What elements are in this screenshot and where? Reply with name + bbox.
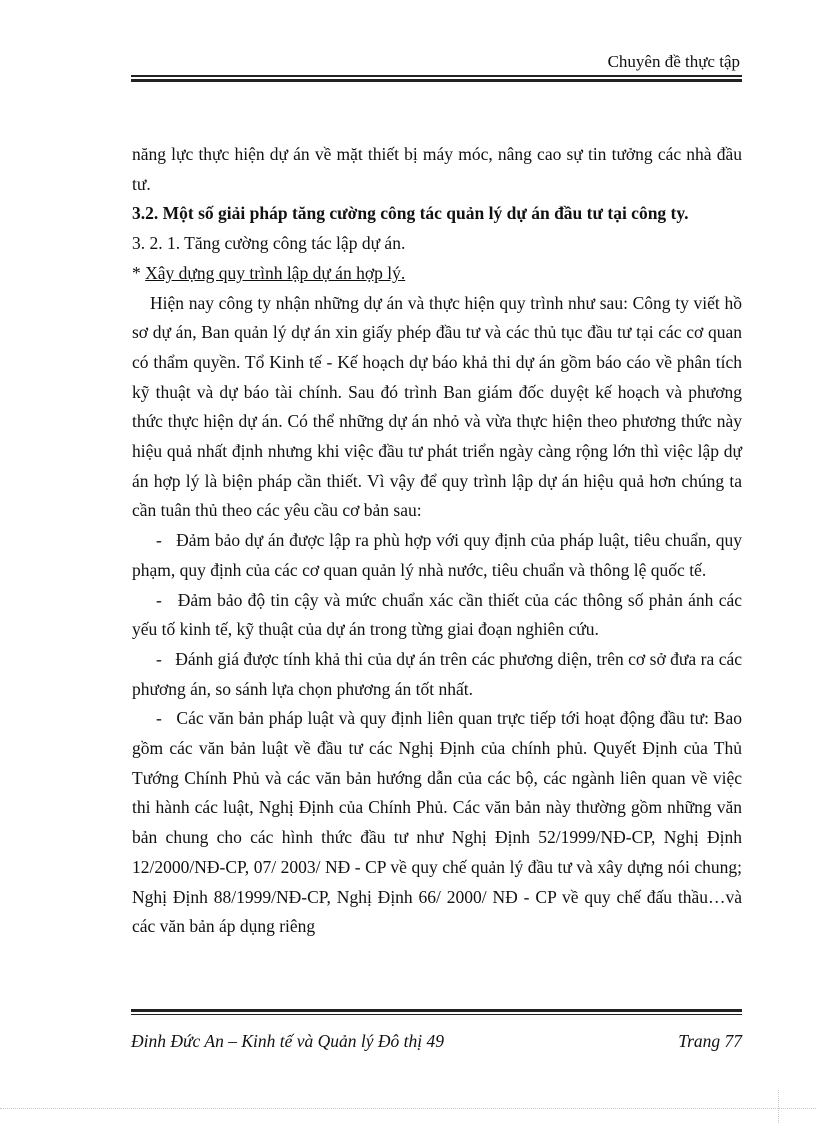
footer-rule-thin xyxy=(131,1014,742,1015)
section-heading: 3.2. Một số giải pháp tăng cường công tác quản lý dự án đầu tư tại công ty. xyxy=(132,203,689,224)
star-marker: * xyxy=(132,262,141,283)
footer-page-number: Trang 77 xyxy=(678,1031,742,1051)
bullet-text: Đảm bảo dự án được lập ra phù hợp với quy định của pháp luật, tiêu chuẩn, quy phạm, quy định của các cơ quan quản lý nhà nước, tiêu chuẩn và thông lệ quốc tế. xyxy=(132,530,742,580)
bullet-marker: - xyxy=(156,648,162,669)
bullet-marker: - xyxy=(156,589,162,610)
document-body xyxy=(132,140,742,942)
starred-item-title: Xây dựng quy trình lập dự án hợp lý. xyxy=(145,262,406,283)
page-boundary-vertical xyxy=(778,1090,780,1123)
subsection-heading: 3. 2. 1. Tăng cường công tác lập dự án. xyxy=(132,233,406,254)
bullet-text: Đảm bảo độ tin cậy và mức chuẩn xác cần thiết của các thông số phản ánh các yếu tố kinh tế, kỹ thuật của dự án trong từng giai đoạn nghiên cứu. xyxy=(132,589,743,640)
footer-author: Đinh Đức An – Kinh tế và Quản lý Đô thị 49 xyxy=(131,1031,445,1051)
bullet-text: Các văn bản pháp luật và quy định liên quan trực tiếp tới hoạt động đầu tư: Bao gồm các văn bản luật về đầu tư các Nghị Định của chính phủ. Quyết Định của Thủ Tướng Chính Phủ và các văn bản hướng dẫn của các bộ, các ngành liên quan về việc thi hành các luật, Nghị Định của Chính Phủ. Các văn bản này thường gồm những văn bản chung cho các hình thức đầu tư như Nghị Định 52/1999/NĐ-CP, Nghị Định 12/2000/NĐ-CP, 07/ 2003/ NĐ - CP về quy chế quản lý đầu tư và xây dựng nói chung; Nghị Định 88/1999/NĐ-CP, Nghị Định 66/ 2000/ NĐ - CP về quy chế đấu thầu…và các văn bản áp dụng riêng xyxy=(132,708,742,937)
bullet-marker: - xyxy=(156,530,162,551)
bullet-item xyxy=(132,704,742,942)
footer-rule-thick xyxy=(131,1009,742,1012)
bullet-marker: - xyxy=(156,708,162,729)
page-boundary-horizontal xyxy=(0,1108,816,1110)
bullet-item xyxy=(132,526,742,585)
paragraph-continuation: năng lực thực hiện dự án về mặt thiết bị máy móc, nâng cao sự tin tưởng các nhà đầu tư. xyxy=(132,144,742,194)
header-rule-thin xyxy=(131,75,742,77)
page-header-title: Chuyên đề thực tập xyxy=(607,52,740,71)
bullet-item xyxy=(132,645,742,704)
bullet-text: Đánh giá được tính khả thi của dự án trên các phương diện, trên cơ sở đưa ra các phương án, so sánh lựa chọn phương án tốt nhất. xyxy=(132,648,742,699)
bullet-item xyxy=(132,586,742,645)
paragraph-process: Hiện nay công ty nhận những dự án và thực hiện quy trình như sau: Công ty viết hồ sơ dự án, Ban quản lý dự án xin giấy phép đầu tư và các thủ tục đầu tư tại các cơ quan có thẩm quyền. Tổ Kinh tế - Kế hoạch dự báo khả thi dự án gồm báo cáo về phân tích kỹ thuật và dự báo tài chính. Sau đó trình Ban giám đốc duyệt kế hoạch và phương thức thực hiện dự án. Có thể những dự án nhỏ và vừa thực hiện theo phương thức này hiệu quả nhất định nhưng khi việc đầu tư phát triển ngày càng rộng lớn thì việc lập dự án hợp lý là biện pháp cần thiết. Vì vậy để quy trình lập dự án hiệu quả hơn chúng ta cần tuân thủ theo các yêu cầu cơ bản sau: xyxy=(132,292,742,521)
header-rule-thick xyxy=(131,79,742,82)
starred-item xyxy=(132,259,742,289)
